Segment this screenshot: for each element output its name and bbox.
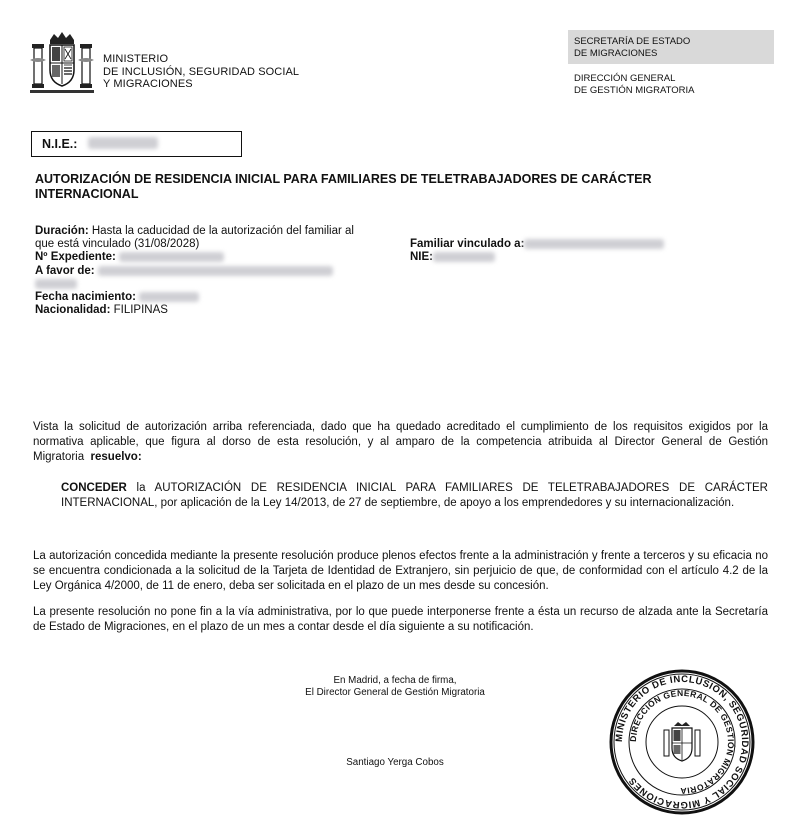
- afavor-label: A favor de:: [35, 264, 95, 277]
- details-right: [410, 238, 710, 264]
- efectos-paragraph: La autorización concedida mediante la presente resolución produce plenos efectos frente a la administración y frente a terceros y su eficacia no se encuentra condicionada a la solicitud de la Tarjeta de Identidad de Extranjero, sin perjuicio de que, de conformidad con el artículo 4.2 de la Ley Orgánica 4/2000, de 11 de enero, deba ser solicitada en el plazo de un mes desde su concesión.: [33, 550, 768, 592]
- fecha-label: Fecha nacimiento:: [35, 291, 136, 304]
- nie-box: [31, 131, 242, 157]
- signatory-name: Santiago Yerga Cobos: [346, 757, 444, 768]
- signature-place: En Madrid, a fecha de firma,: [333, 675, 457, 686]
- redacted-nie2: [433, 252, 495, 262]
- ministry-line: DE INCLUSIÓN, SEGURIDAD SOCIAL: [103, 65, 300, 78]
- direccion-line: DE GESTIÓN MIGRATORIA: [574, 84, 695, 96]
- seal-inner-text: DIRECCIÓN GENERAL DE GESTIÓN MIGRATORIA: [627, 687, 737, 797]
- resuelvo-label: resuelvo:: [90, 451, 142, 463]
- redacted-nie: [88, 137, 158, 149]
- official-seal-icon: [608, 668, 756, 816]
- conceder-text: la AUTORIZACIÓN DE RESIDENCIA INICIAL PARA FAMILIARES DE TELETRABAJADORES DE CARÁCTER INTERNACIONAL, por aplicación de la Ley 14/2013, de 27 de septiembre, de apoyo a los emprendedores y su internacionalización.: [61, 482, 768, 509]
- details-left: [35, 225, 385, 317]
- conceder-paragraph: [61, 481, 768, 511]
- nie-label: N.I.E.:: [42, 137, 78, 151]
- redacted-expediente: [119, 252, 224, 262]
- vista-text: Vista la solicitud de autorización arriba referenciada, dado que ha quedado acreditado el cumplimiento de los requisitos exigidos por la normativa aplicable, que figura al dorso de esta resolución, y al amparo de la competencia atribuida al Director General de Gestión Migratoria: [33, 421, 768, 463]
- seal-outer-text: MINISTERIO DE INCLUSIÓN, SEGURIDAD SOCIAL Y MIGRACIONES: [613, 673, 751, 811]
- ministry-line: MINISTERIO: [103, 53, 169, 65]
- secretaria-line: SECRETARÍA DE ESTADO: [574, 36, 691, 47]
- redacted-name-cont: [35, 279, 77, 289]
- nacionalidad-label: Nacionalidad:: [35, 304, 111, 317]
- vista-paragraph: [33, 420, 768, 465]
- familiar-label: Familiar vinculado a:: [410, 238, 525, 250]
- ministry-name: [103, 53, 299, 91]
- signature-block: [260, 675, 530, 699]
- redacted-name: [98, 266, 333, 276]
- duracion-label: Duración:: [35, 225, 89, 237]
- duracion-value-cont: que está vinculado (31/08/2028): [35, 238, 200, 251]
- nacionalidad-value: FILIPINAS: [113, 304, 168, 317]
- coat-of-arms-icon: [28, 30, 96, 96]
- conceder-label: CONCEDER: [61, 482, 127, 494]
- nie2-label: NIE:: [410, 251, 433, 264]
- signature-title: El Director General de Gestión Migratoria: [305, 687, 485, 698]
- expediente-label: Nº Expediente:: [35, 251, 116, 264]
- recurso-paragraph: La presente resolución no pone fin a la vía administrativa, por lo que puede interponerse frente a ésta un recurso de alzada ante la Secretaría de Estado de Migraciones, en el plazo de un mes a contar desde el día siguiente a su notificación.: [33, 606, 768, 633]
- secretaria-line: DE MIGRACIONES: [574, 47, 658, 59]
- secretaria-box: [568, 30, 774, 64]
- ministry-line: Y MIGRACIONES: [103, 78, 193, 90]
- document-title: AUTORIZACIÓN DE RESIDENCIA INICIAL PARA FAMILIARES DE TELETRABAJADORES DE CARÁCTER INTERNACIONAL: [35, 172, 652, 201]
- duracion-value: Hasta la caducidad de la autorización del familiar al: [91, 225, 354, 237]
- redacted-birthdate: [139, 292, 199, 302]
- redacted-familiar: [524, 239, 664, 249]
- direccion-line: DIRECCIÓN GENERAL: [574, 73, 676, 84]
- direccion-general: [574, 73, 695, 96]
